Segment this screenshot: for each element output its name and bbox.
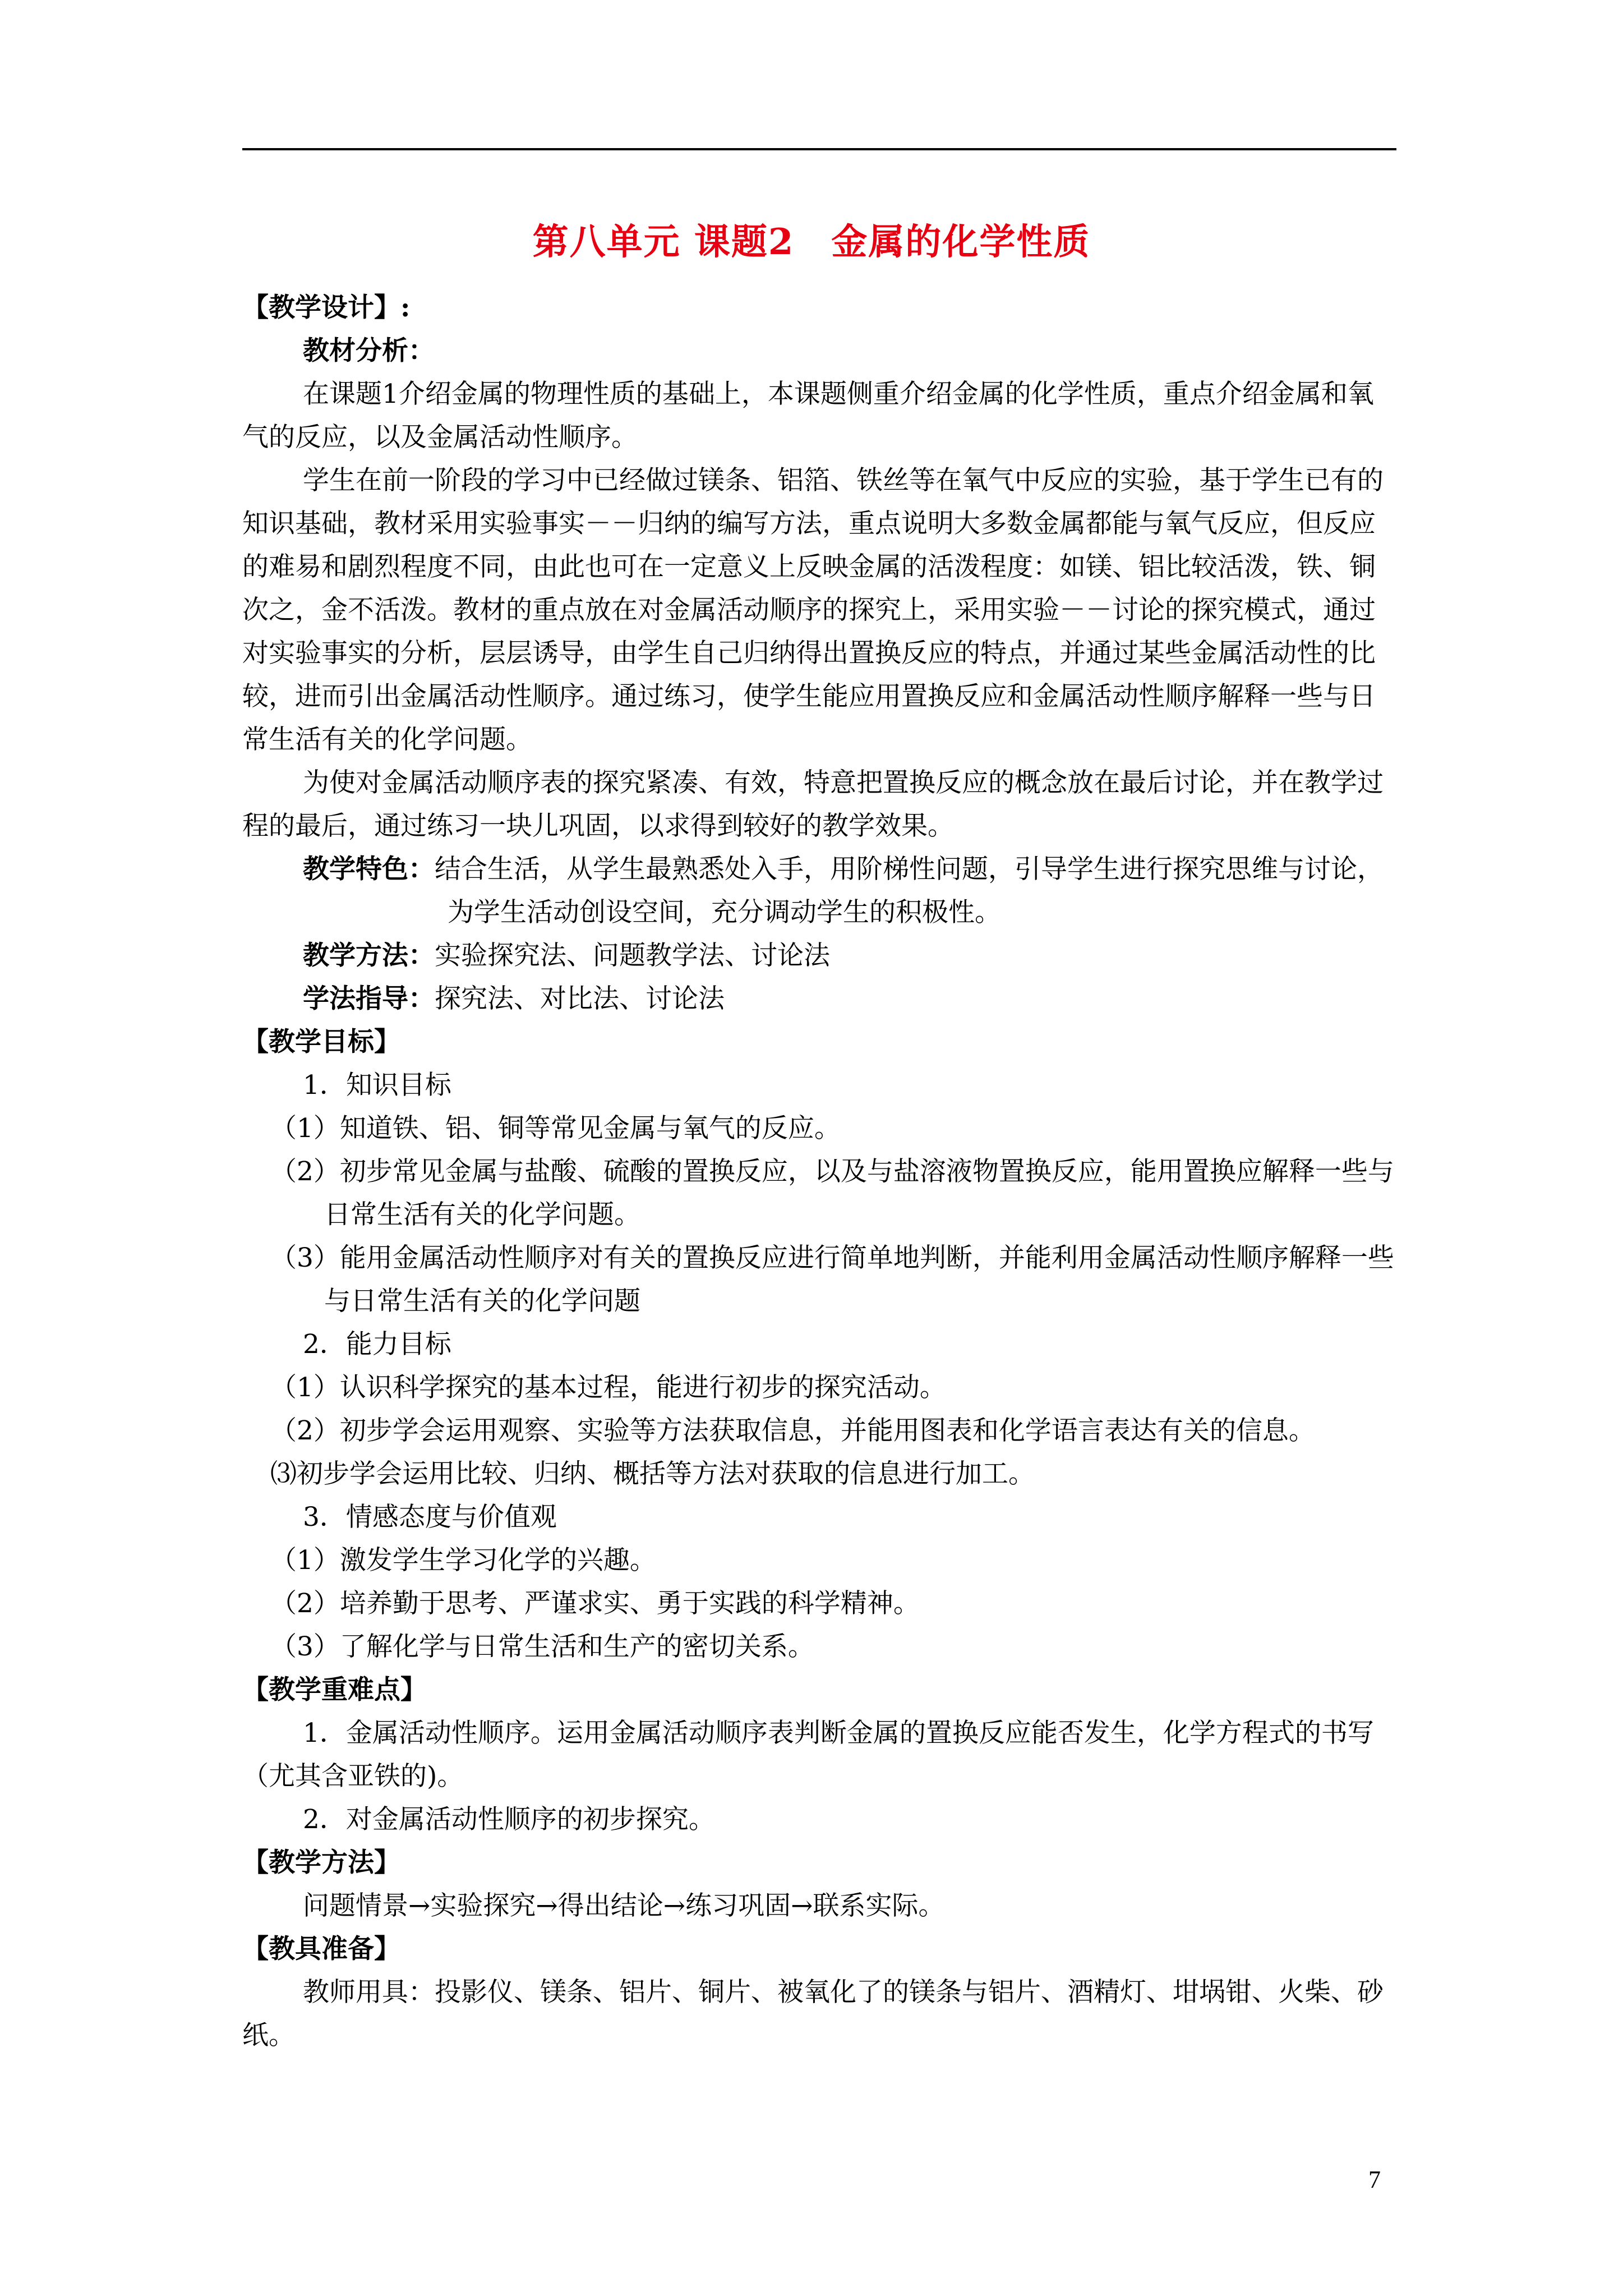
page-title: 第八单元 课题2 金属的化学性质	[532, 221, 1091, 263]
teaching-feature	[242, 848, 1396, 934]
paragraph-analysis-3: 为使对金属活动顺序表的探究紧凑、有效，特意把置换反应的概念放在最后讨论，并在教学过程的最后，通过练习一块儿巩固，以求得到较好的教学效果。	[242, 767, 1384, 841]
goal-knowledge-title: 1．知识目标	[303, 1070, 451, 1101]
teaching-feature-label: 教学特色：	[303, 854, 435, 885]
keypoint-item: 2．对金属活动性顺序的初步探究。	[303, 1804, 715, 1835]
subheading-analysis: 教材分析：	[303, 335, 435, 366]
teaching-feature-text: 结合生活，从学生最熟悉处入手，用阶梯性问题，引导学生进行探究思维与讨论，为学生活动创设空间，充分调动学生的积极性。	[435, 854, 1384, 928]
goal-attitude-title: 3．情感态度与价值观	[303, 1502, 557, 1533]
goal-ability-item: （1）认识科学探究的基本过程，能进行初步的探究活动。	[270, 1372, 946, 1403]
goal-attitude-item: （2）培养勤于思考、严谨求实、勇于实践的科学精神。	[270, 1588, 920, 1619]
document-body	[242, 286, 1396, 2057]
teaching-method-flow: 问题情景→实验探究→得出结论→练习巩固→联系实际。	[303, 1890, 945, 1921]
tools-text: 教师用具：投影仪、镁条、铝片、铜片、被氧化了的镁条与铝片、酒精灯、坩埚钳、火柴、砂纸。	[242, 1977, 1384, 2051]
study-guide-label: 学法指导：	[303, 983, 435, 1014]
goal-attitude-item: （3）了解化学与日常生活和生产的密切关系。	[270, 1631, 814, 1662]
teaching-method-label: 教学方法：	[303, 940, 435, 971]
section-heading-design: 【教学设计】:	[242, 292, 411, 323]
section-heading-goals: 【教学目标】	[242, 1027, 400, 1057]
keypoint-item: 1．金属活动性顺序。运用金属活动顺序表判断金属的置换反应能否发生，化学方程式的书写（尤其含亚铁的)。	[242, 1718, 1374, 1792]
paragraph-analysis-1: 在课题1介绍金属的物理性质的基础上，本课题侧重介绍金属的化学性质，重点介绍金属和氧气的反应，以及金属活动性顺序。	[242, 379, 1374, 453]
teaching-method	[242, 934, 1396, 977]
page-number: 7	[1368, 2166, 1381, 2193]
goal-ability-item: ⑶初步学会运用比较、归纳、概括等方法对获取的信息进行加工。	[270, 1458, 1035, 1489]
goal-knowledge-item: （3）能用金属活动性顺序对有关的置换反应进行简单地判断，并能利用金属活动性顺序解释一些与日常生活有关的化学问题	[270, 1243, 1394, 1317]
paragraph-analysis-2: 学生在前一阶段的学习中已经做过镁条、铝箔、铁丝等在氧气中反应的实验，基于学生已有的知识基础，教材采用实验事实－－归纳的编写方法，重点说明大多数金属都能与氧气反应，但反应的难易和剧烈程度不同，由此也可在一定意义上反映金属的活泼程度：如镁、铝比较活泼，铁、铜次之，金不活泼。教材的重点放在对金属活动顺序的探究上，采用实验－－讨论的探究模式，通过对实验事实的分析，层层诱导，由学生自己归纳得出置换反应的特点，并通过某些金属活动性的比较，进而引出金属活动性顺序。通过练习，使学生能应用置换反应和金属活动性顺序解释一些与日常生活有关的化学问题。	[242, 465, 1384, 755]
goal-ability-item: （2）初步学会运用观察、实验等方法获取信息，并能用图表和化学语言表达有关的信息。	[270, 1415, 1315, 1446]
goal-knowledge-item: （1）知道铁、铝、铜等常见金属与氧气的反应。	[270, 1113, 841, 1144]
header-rule	[242, 148, 1396, 150]
study-guide-text: 探究法、对比法、讨论法	[435, 983, 725, 1014]
section-heading-tools: 【教具准备】	[242, 1934, 400, 1964]
study-guide	[242, 977, 1396, 1020]
section-heading-keypoints: 【教学重难点】	[242, 1674, 427, 1705]
section-heading-teaching-method: 【教学方法】	[242, 1847, 400, 1878]
goal-ability-title: 2．能力目标	[303, 1329, 451, 1360]
goal-knowledge-item: （2）初步常见金属与盐酸、硫酸的置换反应，以及与盐溶液物置换反应，能用置换应解释一些与日常生活有关的化学问题。	[270, 1156, 1394, 1230]
teaching-method-text: 实验探究法、问题教学法、讨论法	[435, 940, 830, 971]
goal-attitude-item: （1）激发学生学习化学的兴趣。	[270, 1545, 656, 1576]
